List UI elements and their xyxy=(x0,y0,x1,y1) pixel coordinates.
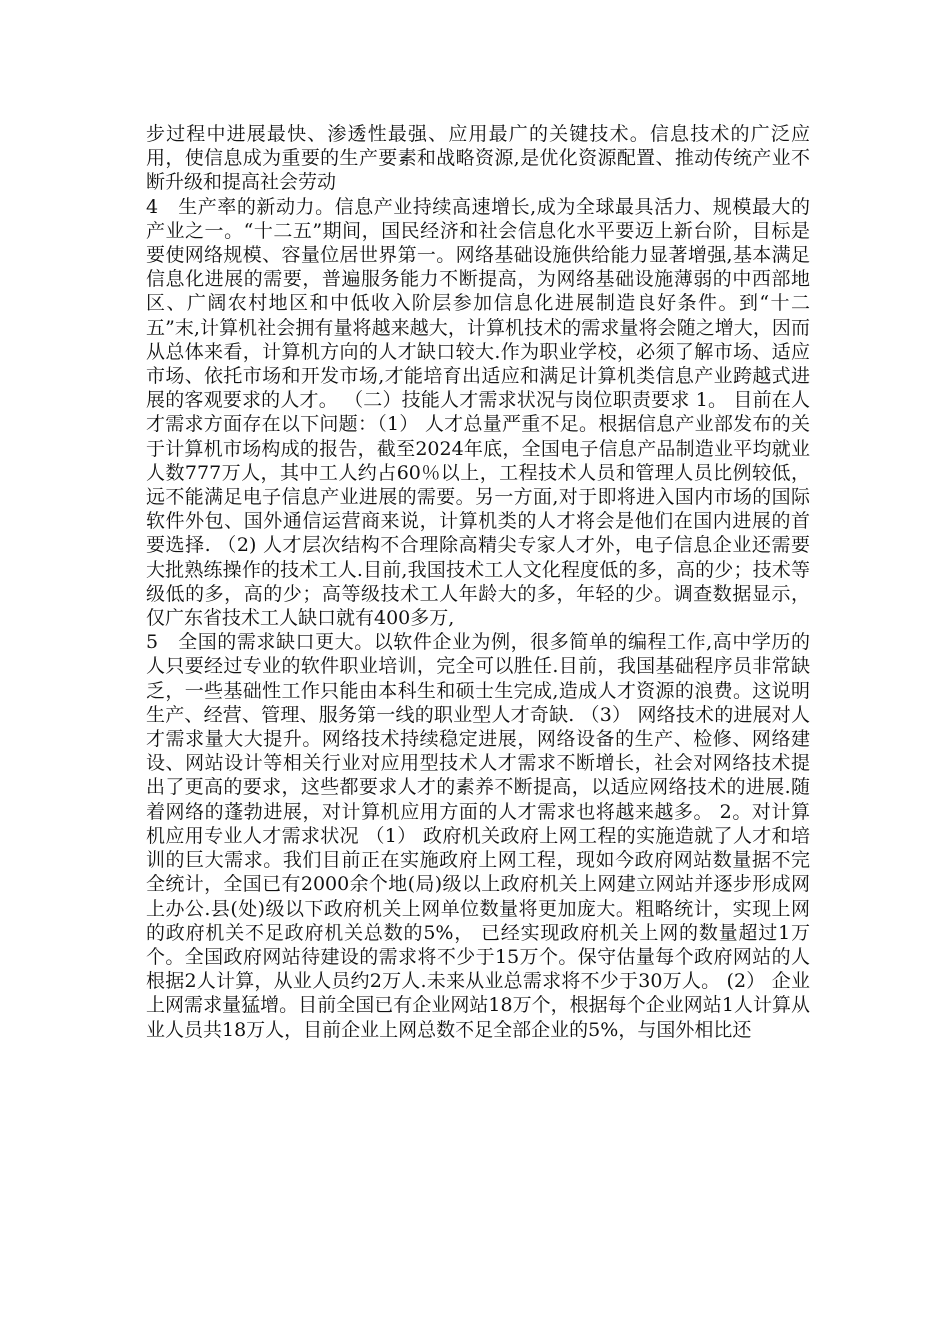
body-text xyxy=(146,122,810,1042)
paragraph-1: 步过程中进展最快、渗透性最强、应用最广的关键技术。信息技术的广泛应用，使信息成为重要的生产要素和战略资源,是优化资源配置、推动传统产业不断升级和提高社会劳动 xyxy=(146,123,810,194)
paragraph-3: 5 全国的需求缺口更大。以软件企业为例，很多简单的编程工作,高中学历的人只要经过专业的软件职业培训，完全可以胜任.目前，我国基础程序员非常缺乏，一些基础性工作只能由本科生和硕士生完成,造成人才资源的浪费。这说明生产、经营、管理、服务第一线的职业型人才奇缺. （3） 网络技术的进展对人才需求量大大提升。网络技术持续稳定进展，网络设备的生产、检修、网络建设、网站设计等相关行业对应用型技术人才需求不断增长，社会对网络技术提出了更高的要求，这些都要求人才的素养不断提高，以适应网络技术的进展.随着网络的蓬勃进展，对计算机应用方面的人才需求也将越来越多。 2。对计算机应用专业人才需求状况 （1） 政府机关政府上网工程的实施造就了人才和培训的巨大需求。我们目前正在实施政府上网工程，现如今政府网站数量据不完全统计，全国已有2000余个地(局)级以上政府机关上网建立网站并逐步形成网上办公.县(处)级以下政府机关上网单位数量将更加庞大。粗略统计，实现上网的政府机关不足政府机关总数的5%， 已经实现政府机关上网的数量超过1万个。全国政府网站待建设的需求将不少于15万个。保守估量每个政府网站的人根据2人计算，从业人员约2万人.未来从业总需求将不少于30万人。 (2） 企业上网需求量猛增。目前全国已有企业网站18万个，根据每个企业网站1人计算从业人员共18万人，目前企业上网总数不足全部企业的5%，与国外相比还 xyxy=(146,631,810,1041)
paragraph-2: 4 生产率的新动力。信息产业持续高速增长,成为全球最具活力、规模最大的产业之一。“十二五”期间，国民经济和社会信息化水平要迈上新台阶，目标是要使网络规模、容量位居世界第一。网络基础设施供给能力显著增强,基本满足信息化进展的需要，普遍服务能力不断提高，为网络基础设施薄弱的中西部地区、广阔农村地区和中低收入阶层参加信息化进展制造良好条件。到“十二五”末,计算机社会拥有量将越来越大，计算机技术的需求量将会随之增大，因而从总体来看，计算机方向的人才缺口较大.作为职业学校，必须了解市场、适应市场、依托市场和开发市场,才能培育出适应和满足计算机类信息产业跨越式进展的客观要求的人才。 （二）技能人才需求状况与岗位职责要求 1。 目前在人才需求方面存在以下问题：（1） 人才总量严重不足。根据信息产业部发布的关于计算机市场构成的报告，截至2024年底，全国电子信息产品制造业平均就业人数777万人，其中工人约占60％以上，工程技术人员和管理人员比例较低，远不能满足电子信息产业进展的需要。另一方面,对于即将进入国内市场的国际软件外包、国外通信运营商来说，计算机类的人才将会是他们在国内进展的首要选择. （2) 人才层次结构不合理除高精尖专家人才外，电子信息企业还需要大批熟练操作的技术工人.目前,我国技术工人文化程度低的多，高的少；技术等级低的多，高的少；高等级技术工人年龄大的多，年轻的少。调查数据显示，仅广东省技术工人缺口就有400多万, xyxy=(146,195,810,630)
